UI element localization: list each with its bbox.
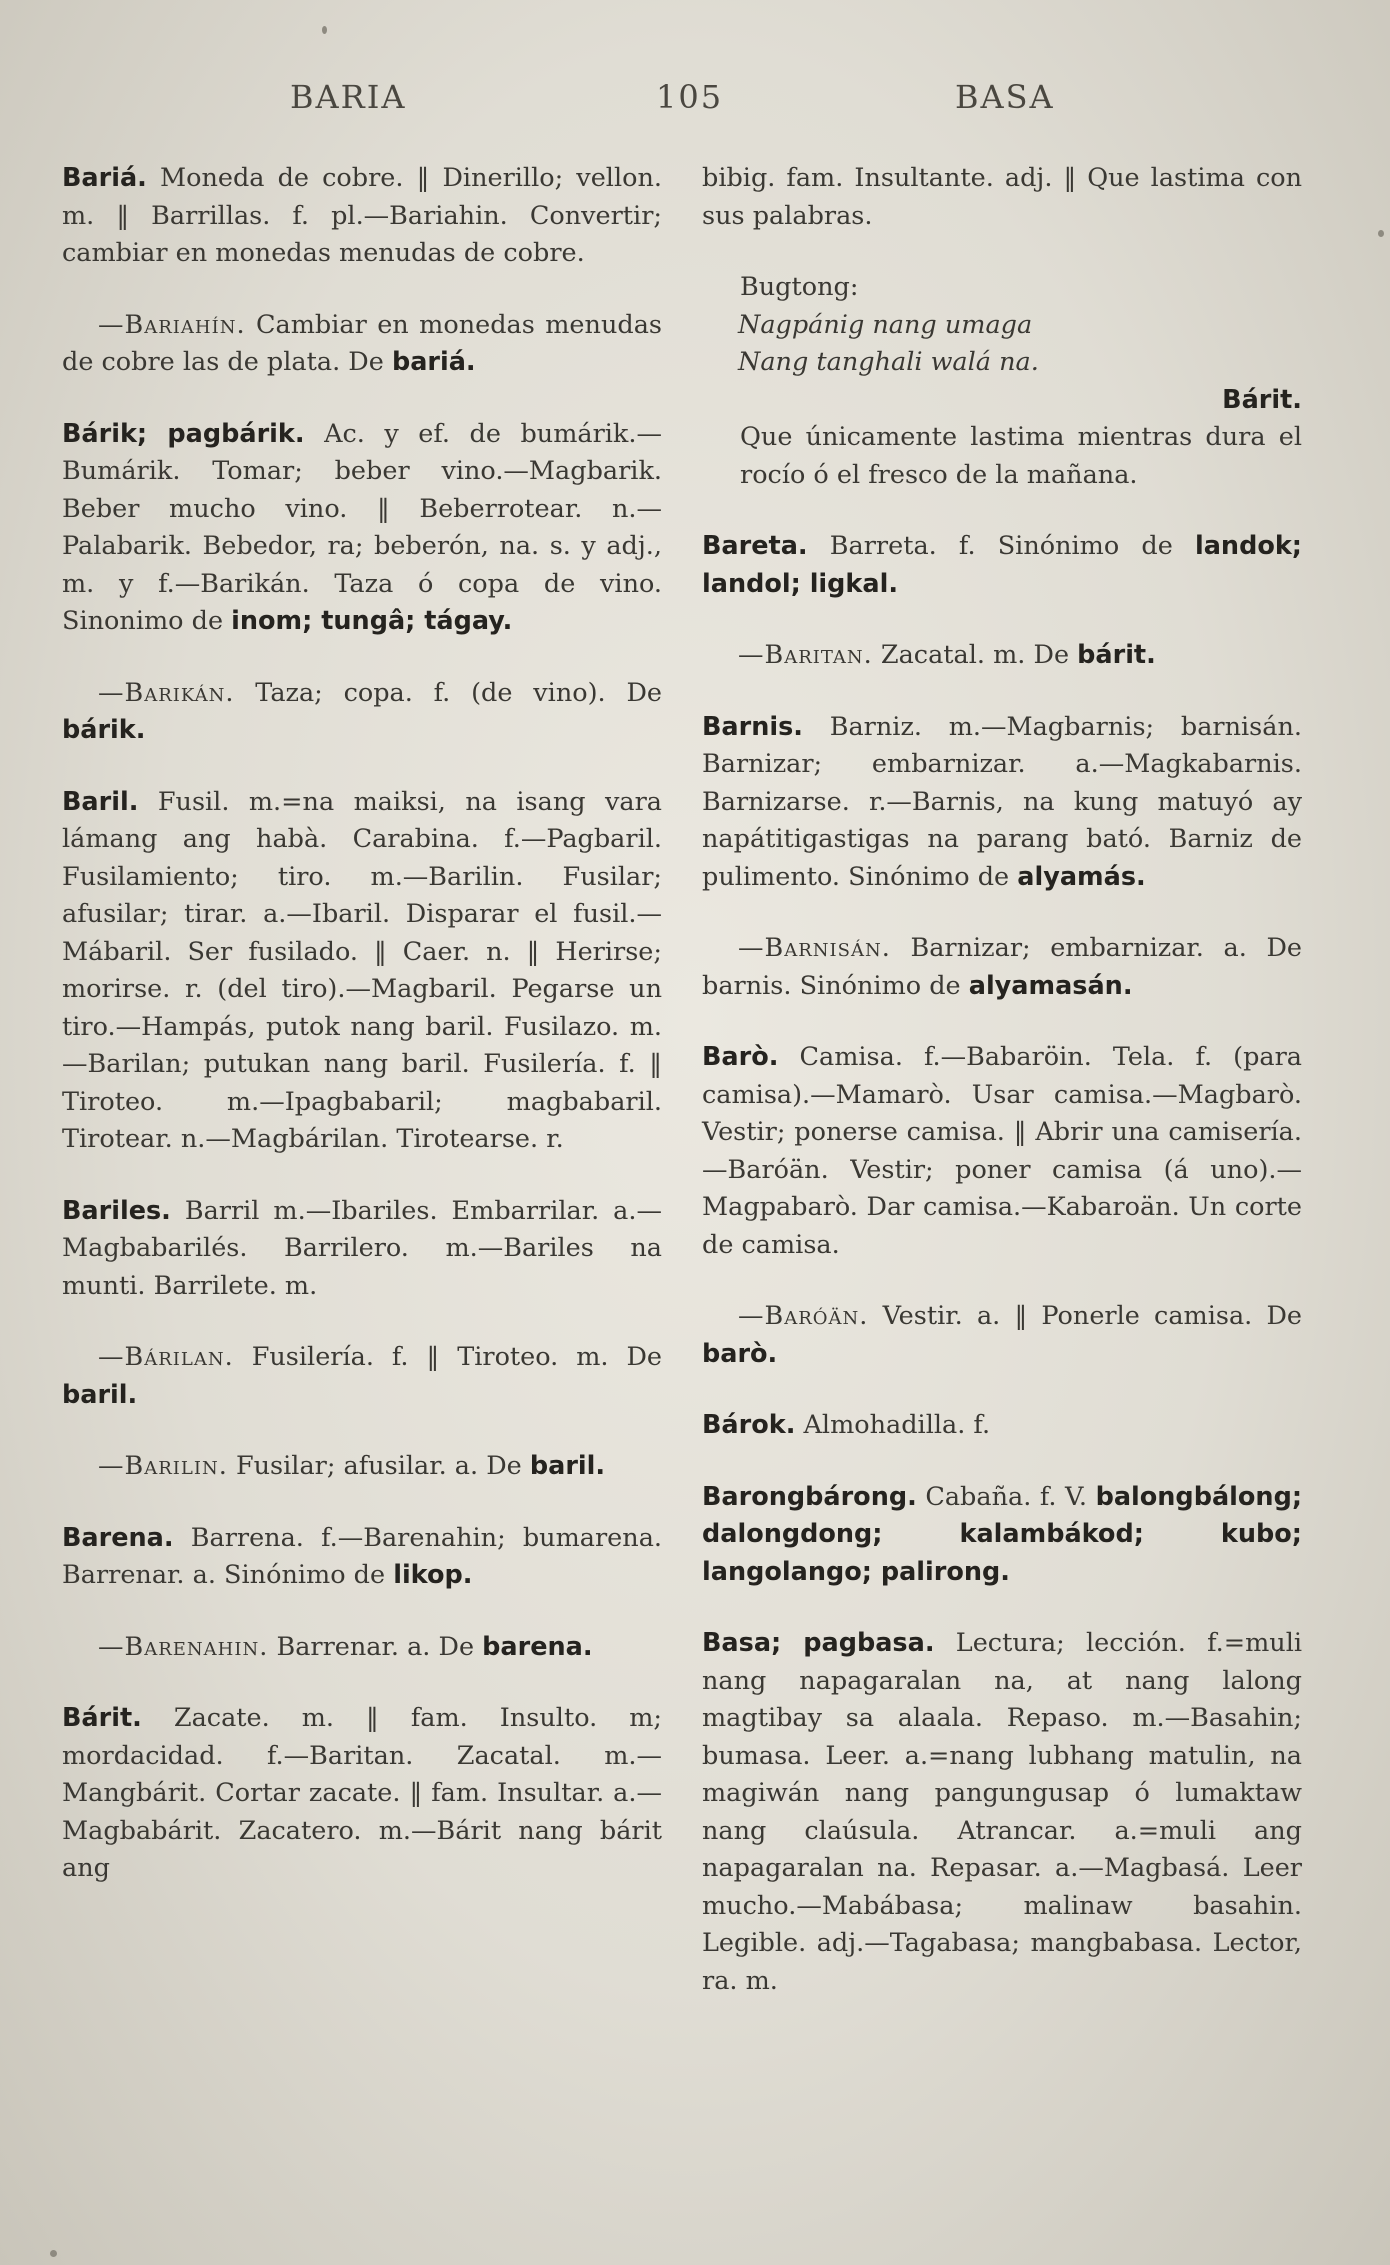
entry-barongbarong: [702, 1479, 1302, 1592]
ink-speck: [322, 26, 327, 34]
definition: Barniz. m.—Magbarnis; barnisán. Barnizar; embarnizar. a.—Magkabarnis. Barnizarse. r.—Barnis, na kung matuyó ay napátitigastigas na parang bató. Barniz de pulimento. Sinónimo de: [702, 711, 1302, 892]
headword: Barongbárong.: [702, 1481, 917, 1512]
definition: Taza; copa. f. (de vino). De: [255, 677, 662, 708]
definition: bibig. fam. Insultante. adj. ‖ Que lastima con sus palabras.: [702, 163, 1302, 231]
entry-baria: [62, 160, 662, 273]
definition: Camisa. f.—Babaröin. Tela. f. (para camisa).—Mamarò. Usar camisa.—Magbarò. Vestir; ponerse camisa. ‖ Abrir una camisería.—Baróän. Vestir; poner camisa (á uno).—Magpabarò. Dar camisa.—Kabaroän. Un corte de camisa.: [702, 1042, 1302, 1260]
subentry-bariahin: [62, 307, 662, 382]
cross-reference: barò.: [702, 1338, 778, 1369]
subentry-word: —Baróän.: [738, 1301, 869, 1331]
riddle-line: Nagpánig nang umaga: [738, 309, 1033, 340]
headword: Barnis.: [702, 711, 803, 742]
cross-reference: alyamás.: [1017, 861, 1146, 892]
definition: Fusilería. f. ‖ Tiroteo. m. De: [251, 1342, 663, 1372]
entry-baril: [62, 784, 662, 1159]
definition: Vestir. a. ‖ Ponerle camisa. De: [882, 1301, 1302, 1331]
definition: Lectura; lección. f.=muli nang napagaralan na, at nang lalong magtibay sa alaala. Repaso. m.—Basahin; bumasa. Leer. a.=nang lubhang matulin, na magiwán nang pangungusap ó lumaktaw nang claúsula. Atrancar. a.=muli ang napagaralan na. Repasar. a.—Magbasá. Leer mucho.—Mabábasa; malinaw basahin. Legible. adj.—Tagabasa; mangbabasa. Lector, ra. m.: [702, 1628, 1303, 1996]
subentry-baroan: [702, 1298, 1302, 1373]
header-left-guideword: BARIA: [290, 78, 407, 116]
headword: Bariá.: [62, 163, 147, 193]
cross-reference: likop.: [393, 1560, 473, 1590]
subentry-barilan: [62, 1339, 662, 1414]
definition: Barnizar; embarnizar. a. De barnis. Sinónimo de: [702, 933, 1302, 1001]
headword: Bárit.: [62, 1703, 142, 1733]
ink-speck: [50, 2250, 57, 2257]
subentry-barnisan: [702, 930, 1302, 1005]
definition: Zacatal. m. De: [880, 640, 1070, 670]
running-header: [0, 78, 1390, 128]
definition: Cabaña. f. V.: [925, 1481, 1088, 1512]
definition: Barrenar. a. De: [276, 1631, 475, 1662]
riddle-block: [702, 269, 1302, 494]
riddle-answer: Bárit.: [1222, 384, 1302, 415]
subentry-barikan: [62, 675, 662, 750]
entry-baro: [702, 1039, 1302, 1264]
definition: Moneda de cobre. ‖ Dinerillo; vellon. m. ‖ Barrillas. f. pl.—Bariahin. Convertir; cambiar en monedas menudas de cobre.: [62, 163, 662, 268]
subentry-baritan: [702, 637, 1302, 675]
cross-reference: balongbálong; dalongdong; kalambákod; kubo; langolango; palirong.: [702, 1481, 1303, 1587]
definition: Fusilar; afusilar. a. De: [235, 1451, 522, 1481]
left-column: [62, 160, 662, 1922]
entry-barok: [702, 1407, 1302, 1445]
subentry-word: —Bárilan.: [98, 1342, 234, 1372]
cross-reference: barena.: [482, 1631, 593, 1662]
cross-reference: bariá.: [391, 347, 476, 377]
headword: Basa; pagbasa.: [702, 1628, 935, 1658]
definition: Ac. y ef. de bumárik.—Bumárik. Tomar; beber vino.—Magbarik. Beber mucho vino. ‖ Beberrotear. n.—Palabarik. Bebedor, ra; beberón, na. s. y adj., m. y f.—Barikán. Taza ó copa de vino. Sinonimo de: [62, 418, 662, 636]
headword: Baril.: [62, 786, 139, 817]
entry-barnis: [702, 709, 1302, 897]
definition: Barril m.—Ibariles. Embarrilar. a.—Magbabarilés. Barrilero. m.—Bariles na munti. Barrilete. m.: [62, 1195, 662, 1301]
entry-barik: [62, 416, 662, 641]
cross-reference: baril.: [62, 1379, 138, 1410]
definition: Fusil. m.=na maiksi, na isang vara lámang ang habà. Carabina. f.—Pagbaril. Fusilamiento; tiro. m.—Barilin. Fusilar; afusilar; tirar. a.—Ibaril. Disparar el fusil.—Mábaril. Ser fusilado. ‖ Caer. n. ‖ Herirse; morirse. r. (del tiro).—Magbaril. Pegarse un tiro.—Hampás, putok nang baril. Fusilazo. m.—Barilan; putukan nang baril. Fusilería. f. ‖ Tiroteo. m.—Ipagbabaril; magbabaril. Tirotear. n.—Magbárilan. Tirotearse. r.: [62, 786, 662, 1154]
cross-reference: baril.: [529, 1451, 606, 1481]
headword: Barena.: [62, 1522, 174, 1553]
subentry-word: —Barikán.: [98, 677, 235, 708]
entry-barit: [62, 1700, 662, 1888]
header-right-guideword: BASA: [955, 78, 1055, 116]
headword: Barò.: [702, 1042, 779, 1072]
cross-reference: bárik.: [62, 715, 146, 745]
headword: Bareta.: [702, 531, 808, 561]
entry-barena: [62, 1520, 662, 1595]
cross-reference: bárit.: [1077, 640, 1156, 670]
ink-speck: [1378, 230, 1384, 237]
definition: Almohadilla. f.: [803, 1410, 991, 1440]
headword: Bárik; pagbárik.: [62, 418, 305, 449]
riddle-gloss: Que únicamente lastima mientras dura el rocío ó el fresco de la mañana.: [740, 422, 1302, 490]
definition: Zacate. m. ‖ fam. Insulto. m; mordacidad. f.—Baritan. Zacatal. m.—Mangbárit. Cortar zacate. ‖ fam. Insultar. a.—Magbabárit. Zacatero. m.—Bárit nang bárit ang: [62, 1703, 663, 1883]
subentry-barenahin: [62, 1629, 662, 1667]
riddle-intro: Bugtong:: [740, 272, 859, 302]
subentry-word: —Barenahin.: [98, 1631, 269, 1662]
subentry-word: —Baritan.: [738, 640, 873, 670]
cross-reference: inom; tungâ; tágay.: [231, 606, 513, 636]
entry-bareta: [702, 528, 1302, 603]
page-number: 105: [656, 78, 724, 116]
subentry-barilin: [62, 1448, 662, 1486]
definition: Barreta. f. Sinónimo de: [829, 531, 1173, 561]
subentry-word: —Bariahín.: [98, 309, 246, 340]
right-column: [702, 160, 1302, 2034]
definition: Barrena. f.—Barenahin; bumarena. Barrenar. a. Sinónimo de: [62, 1522, 663, 1590]
riddle-line: Nang tanghali walá na.: [738, 347, 1039, 377]
headword: Bariles.: [62, 1195, 171, 1226]
entry-bariles: [62, 1193, 662, 1306]
headword: Bárok.: [702, 1410, 796, 1440]
definition: Cambiar en monedas menudas de cobre las de plata. De: [62, 309, 662, 377]
cross-reference: landok; landol; ligkal.: [702, 531, 1302, 599]
entry-basa: [702, 1625, 1302, 2000]
subentry-word: —Barilin.: [98, 1451, 228, 1481]
cross-reference: alyamasán.: [968, 970, 1133, 1001]
subentry-word: —Barnisán.: [738, 933, 891, 963]
entry-barit-continued: [702, 160, 1302, 235]
